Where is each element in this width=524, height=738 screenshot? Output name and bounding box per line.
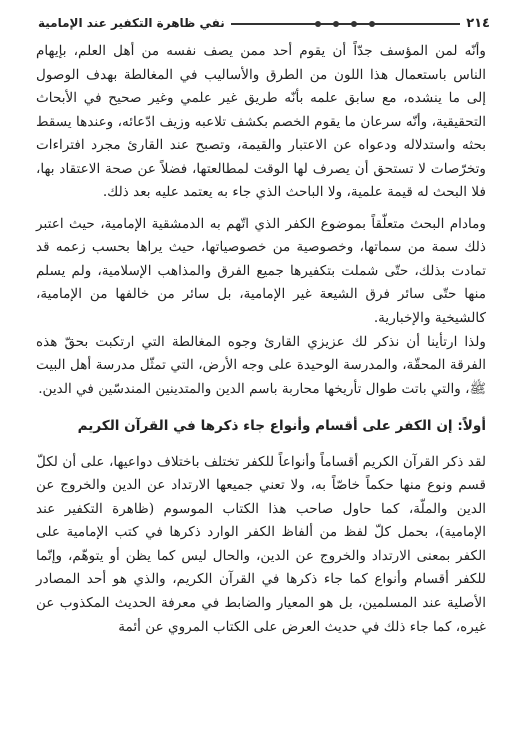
header-ornament bbox=[309, 19, 381, 28]
paragraph-1: وأنّه لمن المؤسف جدّاً أن يقوم أحد ممن يصف نفسه من أهل العلم، بإيهام الناس باستعمال هذا اللون من الطرق والأساليب في المغالطة بهدف الوصول إلى ما ينشده، مع سابق علمه بأنّه طريق غير علمي وغير صحيح في الأبحاث التحقيقية، وأنّه سرعان ما يقوم الخصم بكشف تلاعبه وزيف ادّعائه، وعندها يسقط بحثه واستدلاله ودعواه عن الاعتبار والقيمة، وتصبح عند القارئ مجرد افتراءات وتخرّصات لا تستحق أن يصرف لها الوقت لمطالعتها، فضلاً عن صحة الاعتقاد بها، فلا البحث له قيمة علمية، ولا الباحث الذي جاء به يعتمد عليه بعد ذلك. bbox=[36, 43, 486, 201]
page-header bbox=[38, 12, 490, 34]
paragraph-3: ولذا ارتأينا أن نذكر لك عزيزي القارئ وجوه المغالطة التي ارتكبت بحقّ هذه الفرقة المحقّة، والمدرسة الوحيدة على وجه الأرض، التي تمثّل مدرسة أهل البيت ﷺ، والتي باتت طوال تأريخها محاربة باسم الدين والمتدينين المندسّين في الدين. bbox=[36, 333, 486, 397]
running-title: نفي ظاهرة التكفير عند الإمامية bbox=[38, 16, 225, 30]
page-number: ٢١٤ bbox=[466, 15, 490, 31]
section-heading: أولاً: إن الكفر على أقسام وأنواع جاء ذكرها في القرآن الكريم bbox=[77, 418, 486, 435]
ornament-dot bbox=[369, 21, 375, 27]
ornament-dot bbox=[351, 21, 357, 27]
body-text bbox=[36, 40, 486, 639]
header-rule bbox=[231, 12, 460, 34]
paragraph-2: ومادام البحث متعلّقاً بموضوع الكفر الذي اتّهم به الدمشقية الإمامية، حيث اعتبر ذلك سمة من سماتها، وخصوصية من خصوصياتها، حيث يراها بحسب زعمه قد تمادت بذلك، حتّى شملت بتكفيرها جميع الفرق والمذاهب الإسلامية، ولم يسلم منها حتّى سائر فرق الشيعة غير الإمامية، بل سائر من خالفها من الإمامية، كالشيخية والإخبارية. bbox=[36, 215, 486, 327]
section-paragraph: لقد ذكر القرآن الكريم أقساماً وأنواعاً للكفر تختلف باختلاف دواعيها، على أن لكلّ قسم ونوع منها حكماً خاصّاً به، ولا تعني جميعها الارتداد عن الدين والخروج عن الدين والملّة، كما حاول صاحب هذا الكتاب الموسوم (ظاهرة التكفير عند الإمامية)، بحمل كلّ لفظ من ألفاظ الكفر الوارد ذكرها في كتب الإمامية على الكفر بمعنى الارتداد والخروج عن الدين، والحال ليس كما يظن أو يتوهّم، وإنّما للكفر أقسام وأنواع كما جاء ذكرها في القرآن الكريم، والذي هو أحد المصادر الأصلية عند المسلمين، بل هو المعيار والضابط في معرفة الحديث المكذوب عن غيره، كما جاء ذلك في حديث العرض على الكتاب المروي عن أئمة bbox=[36, 453, 486, 635]
ornament-dot bbox=[315, 21, 321, 27]
ornament-dot bbox=[333, 21, 339, 27]
